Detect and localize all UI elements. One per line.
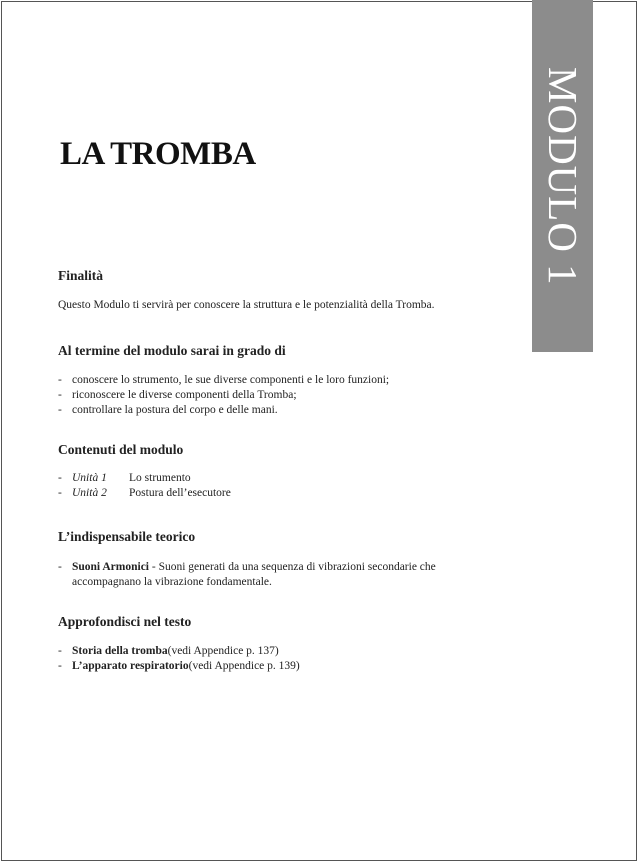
list-item: - Suoni Armonici - Suoni generati da una sequenza di vibrazioni secondarie che accompagnano la vibrazione fondamentale.: [58, 561, 436, 588]
theory-heading: L’indispensabile teorico: [58, 529, 196, 544]
unit-name: Unità 2: [72, 487, 107, 499]
unit-item: - Unità 2 Postura dell’esecutore: [58, 487, 231, 499]
objectives-list: [58, 373, 389, 418]
list-item: - conoscere lo strumento, le sue diverse componenti e le loro funzioni;: [58, 374, 390, 386]
objectives-heading: Al termine del modulo sarai in grado di: [58, 343, 286, 358]
unit-title: Lo strumento: [129, 472, 191, 484]
theory-term: Suoni Armonici: [72, 561, 150, 573]
contents-list: [58, 471, 231, 501]
list-item: - Storia della tromba (vedi Appendice p. 137): [58, 645, 279, 657]
unit-name: Unità 1: [72, 472, 107, 484]
finalita-text: Questo Modulo ti servirà per conoscere la struttura e le potenzialità della Tromba.: [58, 299, 435, 311]
finalita-heading: Finalità: [58, 268, 104, 283]
list-item: - L’apparato respiratorio (vedi Appendice p. 139): [58, 660, 300, 672]
list-item: - riconoscere le diverse componenti della Tromba;: [58, 389, 297, 401]
contents-heading: Contenuti del modulo: [58, 442, 184, 457]
list-item: - controllare la postura del corpo e delle mani.: [58, 404, 278, 416]
unit-item: - Unità 1 Lo strumento: [58, 472, 191, 484]
reading-title: Storia della tromba: [72, 645, 168, 657]
theory-list: [58, 560, 477, 590]
module-label: MODULO 1: [540, 66, 586, 286]
reading-ref: (vedi Appendice p. 137): [167, 645, 279, 657]
reading-ref: (vedi Appendice p. 139): [188, 660, 300, 672]
module-side-tab: [532, 0, 593, 352]
page-title: LA TROMBA: [60, 136, 256, 172]
reading-title: L’apparato respiratorio: [72, 660, 189, 672]
theory-definition: - Suoni generati da una sequenza di vibrazioni secondarie che accompagnano la vibrazione fondamentale.: [72, 561, 436, 588]
further-reading-heading: Approfondisci nel testo: [58, 614, 192, 629]
unit-title: Postura dell’esecutore: [129, 487, 231, 499]
further-reading-list: [58, 644, 300, 674]
